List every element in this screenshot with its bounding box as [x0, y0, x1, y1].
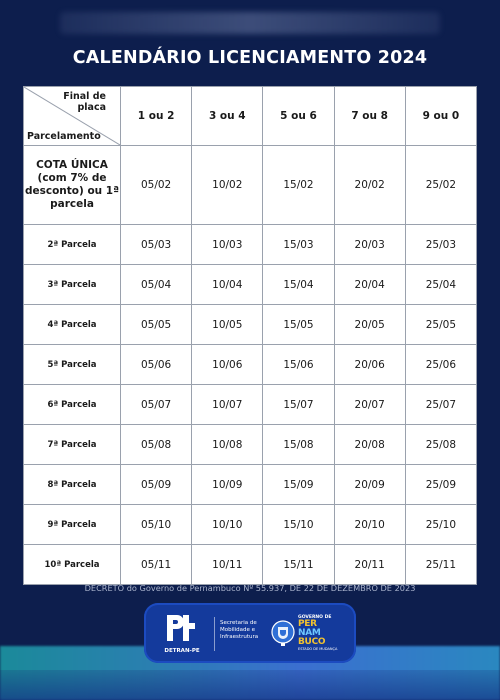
due-date-cell: 20/05 [334, 305, 405, 345]
due-date-cell: 10/02 [192, 146, 263, 225]
column-header: 5 ou 6 [263, 87, 334, 146]
row-label: 8ª Parcela [24, 465, 121, 505]
column-header: 3 ou 4 [192, 87, 263, 146]
due-date-cell: 05/07 [121, 385, 192, 425]
due-date-cell: 20/06 [334, 345, 405, 385]
due-date-cell: 15/05 [263, 305, 334, 345]
due-date-cell: 15/02 [263, 146, 334, 225]
due-date-cell: 10/07 [192, 385, 263, 425]
table-row [24, 505, 477, 545]
due-date-cell: 25/06 [405, 345, 476, 385]
table-row [24, 385, 477, 425]
corner-label-installment: Parcelamento [27, 131, 101, 142]
table-row [24, 225, 477, 265]
due-date-cell: 20/09 [334, 465, 405, 505]
due-date-cell: 15/07 [263, 385, 334, 425]
due-date-cell: 25/09 [405, 465, 476, 505]
due-date-cell: 05/10 [121, 505, 192, 545]
due-date-cell: 20/10 [334, 505, 405, 545]
due-date-cell: 25/08 [405, 425, 476, 465]
due-date-cell: 20/03 [334, 225, 405, 265]
blurred-header-text [60, 12, 440, 34]
gov-small-label: GOVERNO DE [298, 615, 332, 620]
due-date-cell: 10/08 [192, 425, 263, 465]
state-crest-icon [271, 619, 295, 647]
due-date-cell: 05/08 [121, 425, 192, 465]
due-date-cell: 05/02 [121, 146, 192, 225]
table-row [24, 345, 477, 385]
corner-label-plate: Final de placa [63, 91, 106, 113]
due-date-cell: 05/09 [121, 465, 192, 505]
gov-word-3: BUCO [298, 637, 326, 647]
due-date-cell: 20/07 [334, 385, 405, 425]
due-date-cell: 15/03 [263, 225, 334, 265]
government-logo [298, 615, 348, 655]
gov-word-1: PER [298, 619, 317, 629]
row-label: 4ª Parcela [24, 305, 121, 345]
gov-word-2: NAM [298, 628, 321, 638]
due-date-cell: 05/03 [121, 225, 192, 265]
due-date-cell: 25/05 [405, 305, 476, 345]
due-date-cell: 25/11 [405, 545, 476, 585]
licensing-calendar-table [23, 86, 477, 585]
due-date-cell: 10/10 [192, 505, 263, 545]
footer-logo-card [144, 603, 356, 663]
secretaria-label: Secretaria de Mobilidade e Infraestrutura [220, 620, 259, 640]
due-date-cell: 05/06 [121, 345, 192, 385]
due-date-cell: 20/08 [334, 425, 405, 465]
table-header-row [24, 87, 477, 146]
due-date-cell: 15/08 [263, 425, 334, 465]
due-date-cell: 10/06 [192, 345, 263, 385]
due-date-cell: 10/05 [192, 305, 263, 345]
table-row [24, 465, 477, 505]
detran-label: DETRAN-PE [164, 648, 200, 654]
table-row [24, 146, 477, 225]
page-title: CALENDÁRIO LICENCIAMENTO 2024 [72, 48, 428, 68]
detran-logo-icon [164, 613, 198, 643]
due-date-cell: 10/09 [192, 465, 263, 505]
table-body [24, 146, 477, 585]
due-date-cell: 10/11 [192, 545, 263, 585]
gov-tagline: ESTADO DE MUDANÇA [298, 647, 338, 651]
footer-shade [0, 670, 500, 700]
due-date-cell: 25/03 [405, 225, 476, 265]
due-date-cell: 10/03 [192, 225, 263, 265]
table-row [24, 425, 477, 465]
decree-note: DECRETO do Governo de Pernambuco Nº 55.937, DE 22 DE DEZEMBRO DE 2023 [84, 583, 416, 593]
due-date-cell: 25/07 [405, 385, 476, 425]
due-date-cell: 25/04 [405, 265, 476, 305]
row-label: 5ª Parcela [24, 345, 121, 385]
due-date-cell: 15/10 [263, 505, 334, 545]
row-label: 10ª Parcela [24, 545, 121, 585]
due-date-cell: 05/11 [121, 545, 192, 585]
row-label: 7ª Parcela [24, 425, 121, 465]
row-label: 3ª Parcela [24, 265, 121, 305]
column-header: 9 ou 0 [405, 87, 476, 146]
due-date-cell: 15/06 [263, 345, 334, 385]
due-date-cell: 25/02 [405, 146, 476, 225]
due-date-cell: 25/10 [405, 505, 476, 545]
row-label: 2ª Parcela [24, 225, 121, 265]
due-date-cell: 20/02 [334, 146, 405, 225]
table-row [24, 305, 477, 345]
row-label: 9ª Parcela [24, 505, 121, 545]
corner-header-cell [24, 87, 121, 146]
due-date-cell: 10/04 [192, 265, 263, 305]
column-header: 7 ou 8 [334, 87, 405, 146]
due-date-cell: 05/05 [121, 305, 192, 345]
row-label: 6ª Parcela [24, 385, 121, 425]
row-label: COTA ÚNICA (com 7% de desconto) ou 1ª parcela [24, 146, 121, 225]
due-date-cell: 05/04 [121, 265, 192, 305]
due-date-cell: 15/09 [263, 465, 334, 505]
table-row [24, 545, 477, 585]
footer-divider [214, 617, 215, 651]
due-date-cell: 20/04 [334, 265, 405, 305]
due-date-cell: 15/04 [263, 265, 334, 305]
due-date-cell: 15/11 [263, 545, 334, 585]
due-date-cell: 20/11 [334, 545, 405, 585]
column-header: 1 ou 2 [121, 87, 192, 146]
table-row [24, 265, 477, 305]
